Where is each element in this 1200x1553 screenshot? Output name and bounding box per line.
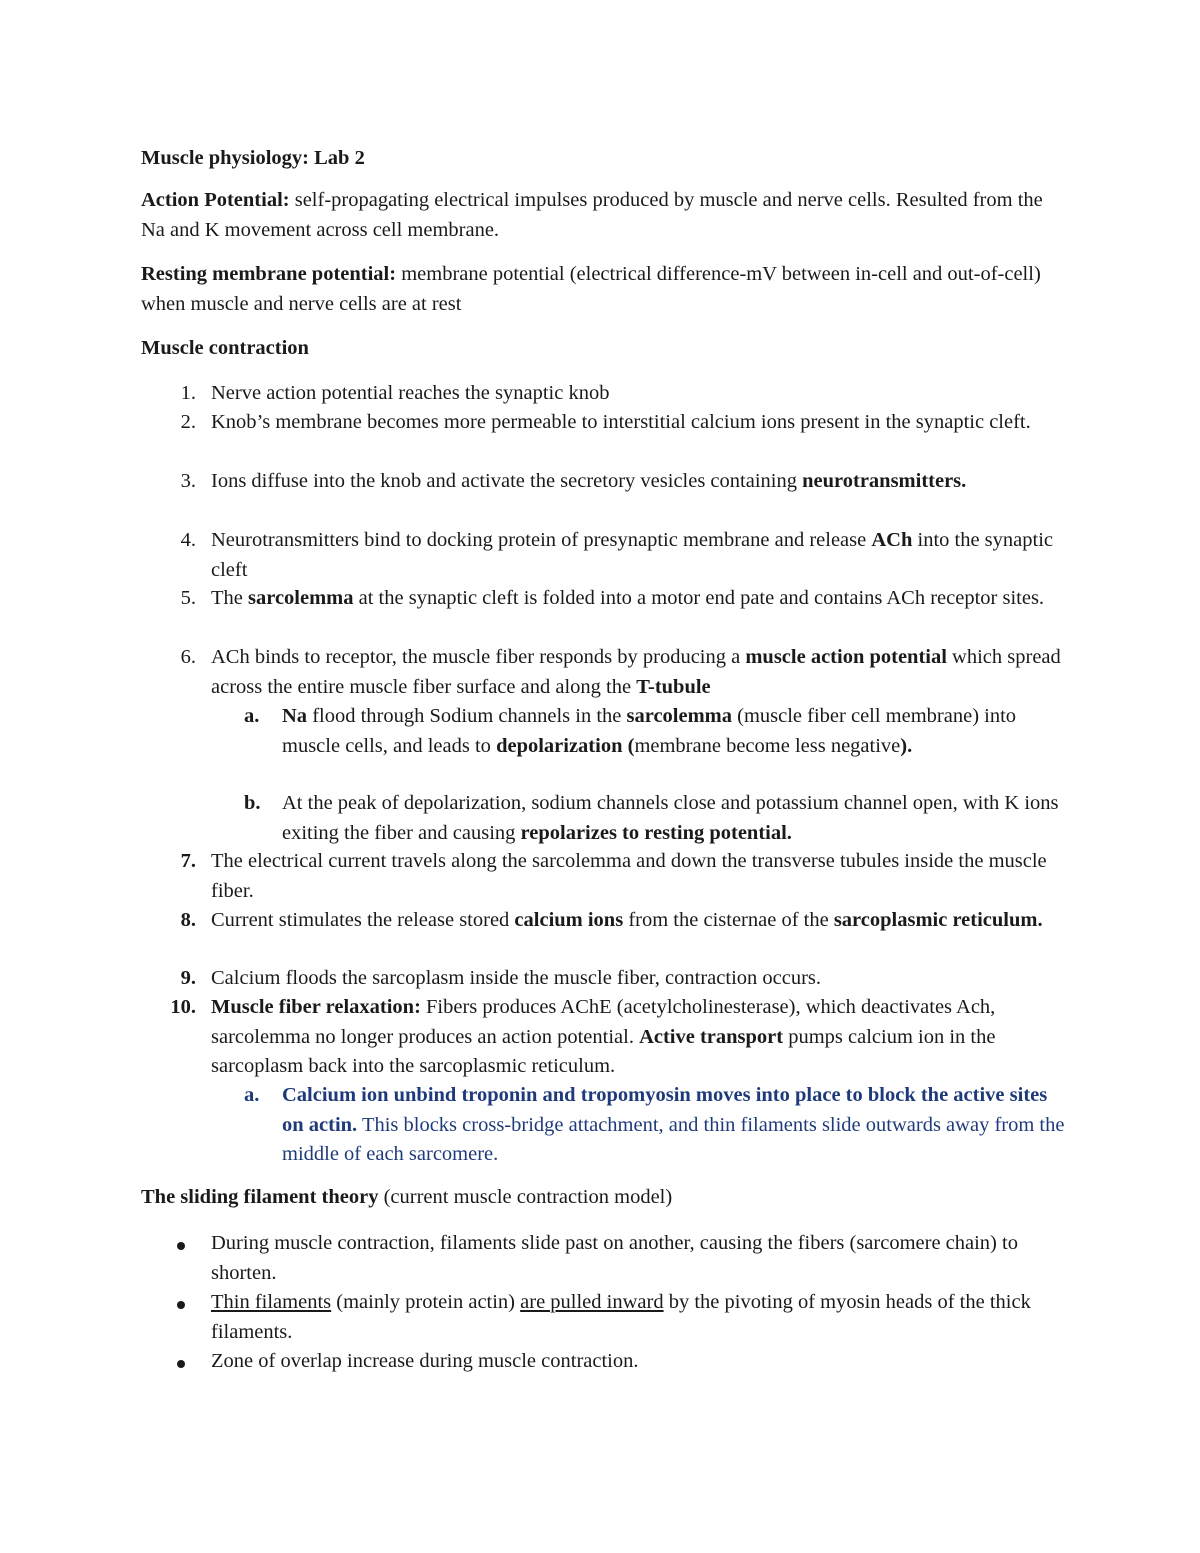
list-number: 6. bbox=[180, 646, 196, 668]
text-run: Ions diffuse into the knob and activate the secretory vesicles containing bbox=[211, 470, 803, 492]
resting-potential-paragraph bbox=[141, 260, 1071, 319]
list-number: 4. bbox=[180, 529, 196, 551]
text-run: (mainly protein actin) bbox=[331, 1291, 521, 1313]
text-run: flood through Sodium channels in the bbox=[307, 705, 627, 727]
text-run: Fibers produces AChE (acetylcholinesterase), which deactivates Ach, sarcolemma no longer produces an action potential. bbox=[211, 996, 996, 1048]
list-number: 2. bbox=[180, 411, 196, 433]
bullet-icon bbox=[177, 1242, 185, 1250]
bold-term: muscle action potential bbox=[745, 646, 947, 668]
text-run: membrane become less negative bbox=[634, 734, 901, 757]
list-text bbox=[211, 467, 1071, 497]
resting-potential-definition: membrane potential (electrical difference-mV between in-cell and out-of-cell) when muscle and nerve cells are at rest bbox=[141, 263, 1041, 315]
text-run: ACh binds to receptor, the muscle fiber responds by producing a bbox=[211, 646, 746, 668]
list-text: Calcium floods the sarcoplasm inside the muscle fiber, contraction occurs. bbox=[211, 967, 822, 989]
list-text bbox=[282, 789, 1072, 848]
sliding-filament-heading bbox=[141, 1183, 1071, 1213]
bold-term: ACh bbox=[871, 529, 913, 551]
text-run: which spread across the entire muscle fiber surface and along the bbox=[211, 646, 1061, 698]
list-text: During muscle contraction, filaments slide past on another, causing the fibers (sarcomere chain) to shorten. bbox=[211, 1232, 1018, 1284]
bullet-icon bbox=[177, 1301, 185, 1309]
list-number: 1. bbox=[180, 382, 196, 404]
underlined-term: Thin filaments bbox=[211, 1291, 332, 1313]
bold-term: Calcium ion unbind troponin and tropomyosin moves into place to block the active sites on actin. bbox=[282, 1084, 1048, 1136]
text-run: Neurotransmitters bind to docking protein of presynaptic membrane and release bbox=[211, 529, 872, 551]
text-run: The bbox=[211, 587, 248, 609]
bullet-icon bbox=[177, 1360, 185, 1368]
list-number: 7. bbox=[180, 850, 196, 872]
text-run: At the peak of depolarization, sodium channels close and potassium channel open, with K ions exiting the fiber and causing bbox=[282, 792, 1059, 844]
bold-term: Na bbox=[282, 705, 308, 727]
list-text: The electrical current travels along the sarcolemma and down the transverse tubules inside the muscle fiber. bbox=[211, 850, 1047, 902]
list-number: 8. bbox=[180, 909, 196, 931]
bold-term: sarcolemma bbox=[248, 587, 354, 609]
text-run: at the synaptic cleft is folded into a motor end pate and contains ACh receptor sites. bbox=[353, 587, 1045, 609]
list-number: 10. bbox=[170, 996, 196, 1018]
list-text bbox=[282, 702, 1072, 761]
list-text bbox=[211, 526, 1071, 585]
resting-potential-term: Resting membrane potential: bbox=[141, 263, 397, 285]
text-run: (muscle fiber cell membrane) into muscle cells, and leads to bbox=[282, 705, 1017, 757]
text-run: into the synaptic cleft bbox=[211, 529, 1054, 581]
sub-list-letter: a. bbox=[244, 705, 260, 727]
bold-term: sarcolemma bbox=[626, 705, 732, 727]
bold-term: repolarizes to resting potential. bbox=[520, 821, 792, 844]
text-run: pumps calcium ion in the sarcoplasm back into the sarcoplasmic reticulum. bbox=[211, 1025, 996, 1077]
list-text bbox=[282, 1081, 1072, 1170]
underlined-term: are pulled inward bbox=[520, 1291, 664, 1313]
contraction-heading: Muscle contraction bbox=[141, 337, 309, 359]
bold-term: Muscle fiber relaxation: bbox=[211, 996, 421, 1018]
list-number: 3. bbox=[180, 470, 196, 492]
list-text bbox=[211, 643, 1071, 702]
list-text bbox=[211, 584, 1071, 614]
text-run: Current stimulates the release stored bbox=[211, 909, 515, 931]
text-run: from the cisternae of the bbox=[623, 909, 834, 931]
text-run: This blocks cross-bridge attachment, and thin filaments slide outwards away from the middle of each sarcomere. bbox=[282, 1113, 1065, 1165]
text-run: by the pivoting of myosin heads of the thick filaments. bbox=[211, 1291, 1031, 1343]
list-text: Zone of overlap increase during muscle contraction. bbox=[211, 1350, 639, 1372]
action-potential-definition: self-propagating electrical impulses produced by muscle and nerve cells. Resulted from the Na and K movement across cell membrane. bbox=[141, 189, 1043, 241]
list-text: Nerve action potential reaches the synaptic knob bbox=[211, 382, 610, 404]
action-potential-paragraph bbox=[141, 186, 1071, 245]
action-potential-term: Action Potential: bbox=[141, 189, 290, 211]
list-text bbox=[211, 993, 1071, 1082]
bold-term: sarcoplasmic reticulum. bbox=[833, 909, 1043, 931]
sub-list-letter: b. bbox=[244, 792, 261, 814]
list-text: Knob’s membrane becomes more permeable to interstitial calcium ions present in the synaptic cleft. bbox=[211, 411, 1031, 433]
list-number: 9. bbox=[180, 967, 196, 989]
sub-list-letter: a. bbox=[244, 1084, 260, 1106]
list-text bbox=[211, 906, 1071, 936]
list-text bbox=[211, 1288, 1071, 1347]
bold-term: Active transport bbox=[639, 1025, 784, 1048]
bold-term: ). bbox=[900, 734, 913, 757]
bold-term: depolarization ( bbox=[496, 734, 635, 757]
bold-term: calcium ions bbox=[514, 909, 624, 931]
bold-term: T-tubule bbox=[636, 675, 711, 698]
list-number: 5. bbox=[180, 587, 196, 609]
page-title: Muscle physiology: Lab 2 bbox=[141, 147, 365, 169]
bold-term: neurotransmitters. bbox=[802, 470, 967, 492]
sliding-heading-bold: The sliding filament theory bbox=[141, 1186, 379, 1208]
sliding-heading-note: (current muscle contraction model) bbox=[378, 1186, 673, 1208]
